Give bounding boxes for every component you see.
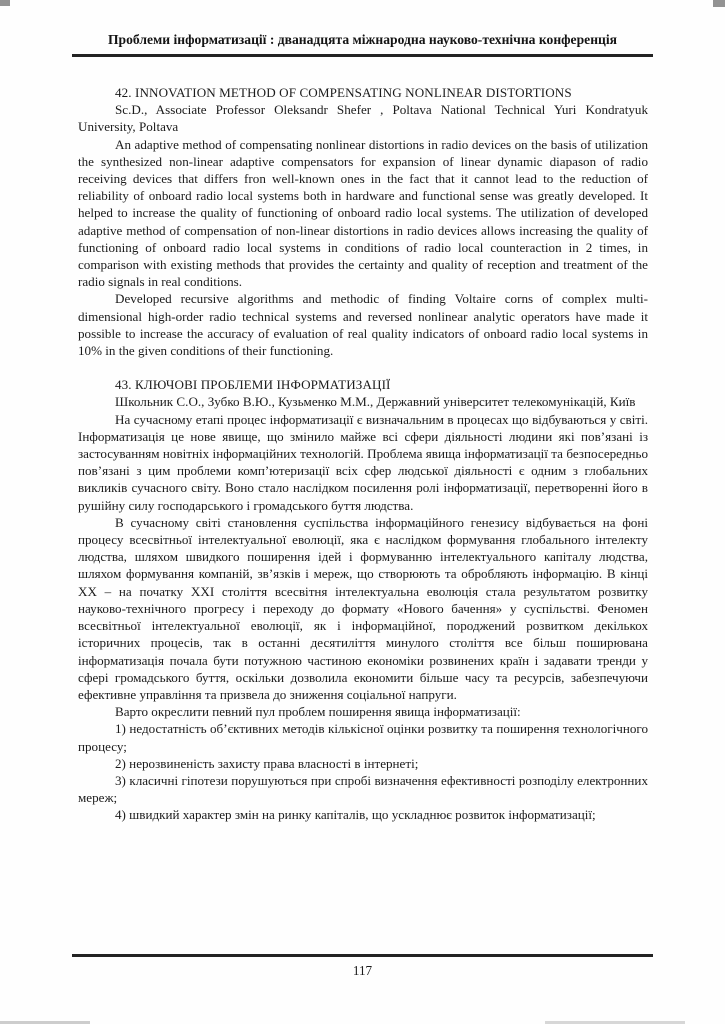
list-item: 4) швидкий характер змін на ринку капіталів, що ускладнює розвиток інформатизації; [115,807,596,823]
section-42-paragraph: An adaptive method of compensating nonlinear distortions in radio devices on the basis of utilization the synthesized non-linear adaptive compensators for expansion of linear dynamic diapason of radio receiving devices that differs fron well-known ones in the fact that it cannot lead to the reduction of reliability of onboard radio local systems both in hardware and functional sense was greatly developed. It helped to increase the quality of functioning of onboard radio local systems. The utilization of developed adaptive method of compensation of non-linear distortions in radio devices allows increasing the quality of functioning of onboard radio local systems in conditions of radio local counteraction in 2 times, in comparison with existing methods that provides the certainty and quality of reception and treatment of the radio signals in real conditions. [78,136,648,290]
conference-header-title: Проблеми інформатизації : дванадцята міжнародна науково-технічна конференція [107,32,617,47]
page-number: 117 [352,962,373,978]
page-footer [72,954,653,979]
section-42-title: 42. INNOVATION METHOD OF COMPENSATING NONLINEAR DISTORTIONS [115,85,572,100]
list-item: 2) нерозвиненість захисту права власності в інтернеті; [115,755,419,771]
section-43-paragraph: На сучасному етапі процес інформатизації є визначальним в процесах що відбуваються у світі. Інформатизація це нове явище, що змінило майже всі сфери діяльності людини які пов’язані із застосуванням новітніх інформаційних технологій. Проблема явища інформатизації та безпосередньо пов’язані з цим проблеми комп’ютеризації всіх сфер людської діяльності є одним з глобальних викликів сучасного світу. Воно стало наслідком посилення ролі інформатизації, перетворенні його в рушійну силу господарського і громадського буття людства. [78,411,648,513]
section-43-paragraph: В сучасному світі становлення суспільства інформаційного генезису відбувається на фоні процесу всесвітньої інтелектуальної еволюції, яка є наслідком формування глобального інтелекту людства, шляхом швидкого поширення ідей і формуванню інтелектуального капіталу людства, шляхом формування компаній, зв’язків і мереж, що створюють та обробляють інформацію. В кінці XX – на початку XXI століття всесвітня інтелектуальна еволюція стала результатом розвитку науково-технічного прогресу і переходу до формату «Нового бачення» у суспільстві. Феномен всесвітньої інтелектуальної еволюції, як і інформаційної, породжений розвитком декількох історичних процесів, так в останні десятиліття минулого століття все більш поширювана інформатизація почала бути потужною частиною економіки розвинених країн і задавати тренди у сфері громадського буття, оскільки дозволила економити більше часу та ресурсів, забезпечуючи ефективне управління та призвела до зниження соціальної напруги. [78,514,648,702]
section-43-paragraph: Варто окреслити певний пул проблем поширення явища інформатизації: [115,704,521,720]
section-42-paragraph: Developed recursive algorithms and methodic of finding Voltaire corns of complex multi-dimensional high-order radio technical systems and reversed nonlinear analytic operators have made it possible to increase the accuracy of evaluation of real quality indicators of onboard radio local systems in 10% in the given conditions of their functioning. [78,291,648,359]
header-rule [72,54,653,57]
footer-rule [72,954,653,957]
section-43-authors: Школьник С.О., Зубко В.Ю., Кузьменко М.М., Державний університет телекомунікацій, Київ [115,394,636,410]
page-header [0,0,725,57]
section-43-title: 43. КЛЮЧОВІ ПРОБЛЕМИ ІНФОРМАТИЗАЦІЇ [115,377,391,393]
scan-artifact-top-right [713,0,725,7]
section-42-authors: Sc.D., Associate Professor Oleksandr Shefer , Poltava National Technical Yuri Kondratyuk University, Poltava [78,102,648,135]
list-item: 3) класичні гіпотези порушуються при спробі визначення ефективності розподілу електронних мереж; [78,772,648,806]
page-body [0,84,725,824]
list-item: 1) недостатність об’єктивних методів кількісної оцінки розвитку та поширення технологічного процесу; [78,721,648,754]
scan-artifact-top-left [0,0,10,6]
